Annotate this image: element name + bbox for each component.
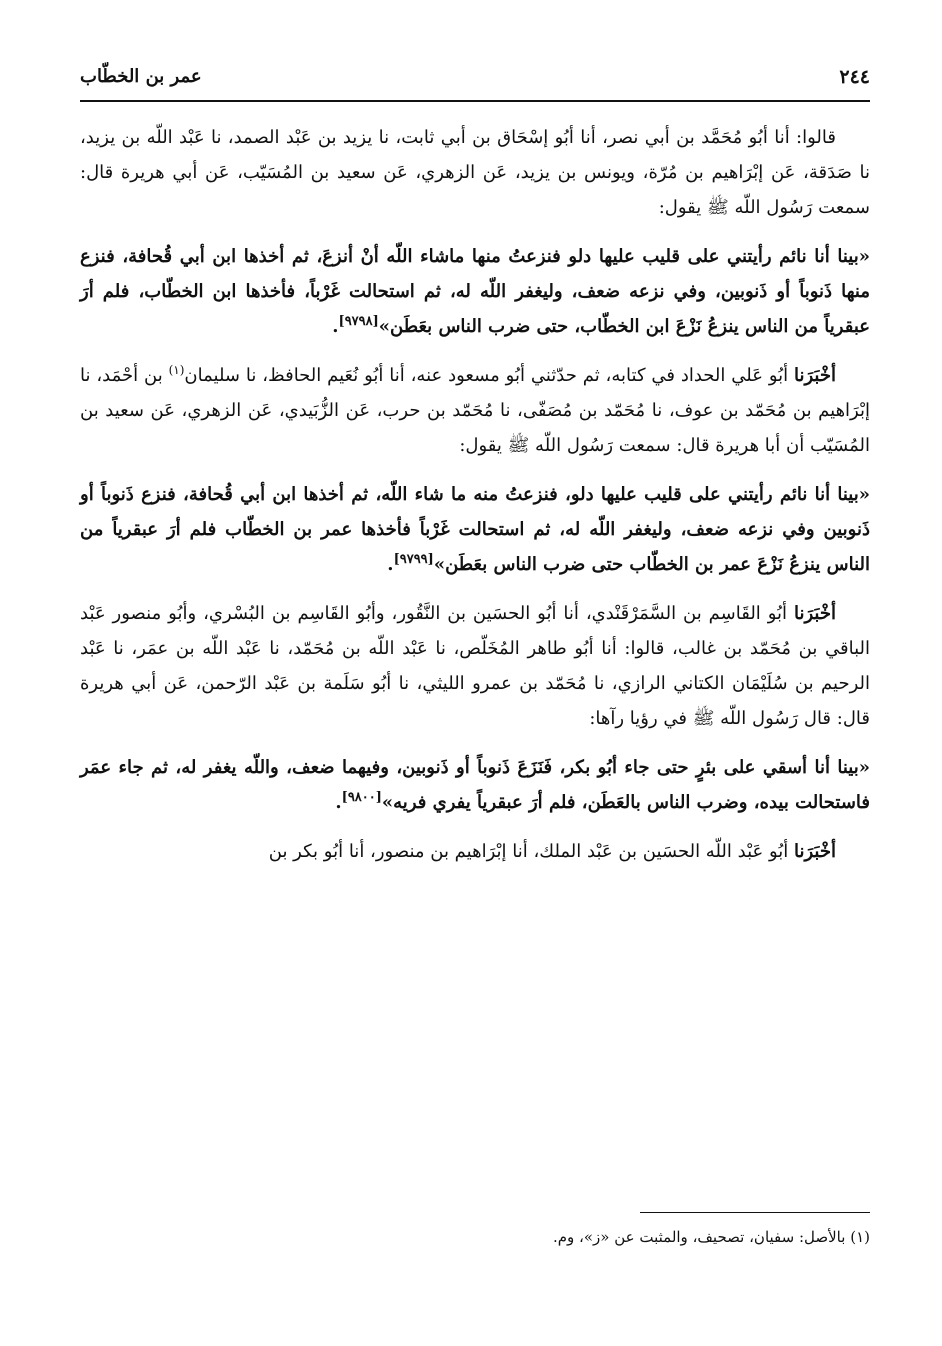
hadith-number: [٩٧٩٨]: [338, 314, 379, 329]
paragraph-text: أبُو القَاسِم بن السَّمَرْقَنْدي، أنا أبُو الحسَين بن النَّقُور، وأبُو القَاسِم بن البُسْري، وأبُو منصور عَبْد الباقي بن مُحَمّد بن غالب، قالوا: أنا أبُو طاهر المُخَلّص، نا عَبْد اللّه بن مُحَمّد، نا عَبْد اللّه بن عمَر، نا عَبْد الرحيم بن سُلَيْمَان الكتاني الرازي، نا مُحَمّد بن عمرو الليثي، نا أبُو سَلَمة بن عَبْد الرّحمن، عَن أبي هريرة قال: قال رَسُول اللّه ﷺ في رؤيا رآها:: [80, 603, 870, 729]
isnad-paragraph-3: [80, 596, 870, 736]
akhbarana-keyword: أخْبَرَنا: [794, 603, 836, 624]
isnad-paragraph-4: [80, 834, 870, 869]
footnote-divider: [640, 1212, 870, 1213]
hadith-paragraph-1: «بينا أنا نائم رأيتني على قليب عليها دلو فنزعتُ منها ماشاء اللّه أنْ أنزعَ، ثم أخذها ابن أبي قُحافة، فنزع منها ذَنوباً أو ذَنوبين، وفي نزعه ضعف، وليغفر اللّه له، ثم استحالت غَرْباً، فأخذها ابن الخطّاب، فلم أرَ عبقرياً من الناس ينزعُ نَزْعَ ابن الخطّاب، حتى ضرب الناس بعَطَن»[٩٧٩٨].: [80, 246, 870, 337]
paragraph-text: قالوا: أنا أبُو مُحَمَّد بن أبي نصر، أنا أبُو إسْحَاق بن أبي ثابت، نا يزيد بن عَبْد الصمد، نا عَبْد اللّه بن يزيد، نا صَدَقة، عَن إبْرَاهيم بن مُرّة، ويونس بن يزيد، عَن الزهري، عَن سعيد بن المُسَيّب، عَن أبي هريرة قال: سمعت رَسُول اللّه ﷺ يقول:: [80, 127, 870, 218]
akhbarana-keyword: أخْبَرَنا: [794, 365, 836, 386]
running-title: عمر بن الخطّاب: [80, 66, 202, 87]
footnote-marker[interactable]: (١): [168, 363, 185, 377]
hadith-paragraph-3: «بينا أنا أسقي على بئرٍ حتى جاء أبُو بكر، فَنَزَعَ ذَنوباً أو ذَنوبين، وفيهما ضعف، واللّه يغفر له، ثم جاء عمَر فاستحالت بيده، وضرب الناس بالعَطَن، فلم أرَ عبقرياً يفري فريه»[٩٨٠٠].: [80, 757, 870, 813]
akhbarana-keyword: أخْبَرَنا: [794, 841, 836, 862]
footnote: [80, 1224, 870, 1250]
page-header: [80, 64, 870, 96]
hadith-number: [٩٧٩٩]: [393, 552, 434, 567]
hadith-text: «بينا أنا نائم رأيتني على قليب عليها دلو، فنزعتُ منه ما شاء اللّه، ثم أخذها ابن أبي قُحافة، فنزع ذَنوباً أو ذَنوبين وفي نزعه ضعف، وليغفر اللّه له، ثم استحالت غَرْباً فأخذها عمر بن الخطّاب فلم أرَ عبقرياً من الناس ينزعُ نَزْعَ عمر بن الخطّاب حتى ضرب الناس بعَطَن»: [80, 484, 870, 575]
paragraph-text: أبُو عَبْد اللّه الحسَين بن عَبْد الملك، أنا إبْرَاهيم بن منصور، أنا أبُو بكر بن: [268, 841, 794, 862]
hadith-text: «بينا أنا نائم رأيتني على قليب عليها دلو فنزعتُ منها ماشاء اللّه أنْ أنزعَ، ثم أخذها ابن أبي قُحافة، فنزع منها ذَنوباً أو ذَنوبين، وفي نزعه ضعف، وليغفر اللّه له، ثم استحالت غَرْباً، فأخذها ابن الخطّاب، فلم أرَ عبقرياً من الناس ينزعُ نَزْعَ ابن الخطّاب، حتى ضرب الناس بعَطَن»: [80, 246, 870, 337]
footnote-number: (١): [850, 1228, 870, 1246]
hadith-number: [٩٨٠٠]: [341, 790, 382, 805]
isnad-paragraph-2: [80, 358, 870, 463]
page-number: ٢٤٤: [839, 66, 870, 88]
paragraph-text: أبُو عَلي الحداد في كتابه، ثم حدّثني أبُو مسعود عنه، أنا أبُو نُعَيم الحافظ، نا سليمان: [184, 365, 794, 386]
isnad-paragraph-1: [80, 120, 870, 225]
paragraph-text-continued: بن أحْمَد، نا إبْرَاهيم بن مُحَمّد بن عوف، نا مُحَمّد بن مُصَفّى، نا مُحَمّد بن حرب، عَن الزُّبَيدي، عَن الزهري، عَن سعيد بن المُسَيّب أن أبا هريرة قال: سمعت رَسُول اللّه ﷺ يقول:: [80, 365, 870, 456]
header-divider: [80, 100, 870, 102]
footnote-text: بالأصل: سفيان، تصحيف، والمثبت عن «ز»، وم.: [552, 1228, 846, 1246]
page-body: [80, 120, 870, 883]
hadith-paragraph-2: «بينا أنا نائم رأيتني على قليب عليها دلو، فنزعتُ منه ما شاء اللّه، ثم أخذها ابن أبي قُحافة، فنزع ذَنوباً أو ذَنوبين وفي نزعه ضعف، وليغفر اللّه له، ثم استحالت غَرْباً فأخذها عمر بن الخطّاب فلم أرَ عبقرياً من الناس ينزعُ نَزْعَ عمر بن الخطّاب حتى ضرب الناس بعَطَن»[٩٧٩٩].: [80, 484, 870, 575]
hadith-text: «بينا أنا أسقي على بئرٍ حتى جاء أبُو بكر، فَنَزَعَ ذَنوباً أو ذَنوبين، وفيهما ضعف، واللّه يغفر له، ثم جاء عمَر فاستحالت بيده، وضرب الناس بالعَطَن، فلم أرَ عبقرياً يفري فريه»: [80, 757, 870, 813]
book-page: [80, 64, 870, 1304]
